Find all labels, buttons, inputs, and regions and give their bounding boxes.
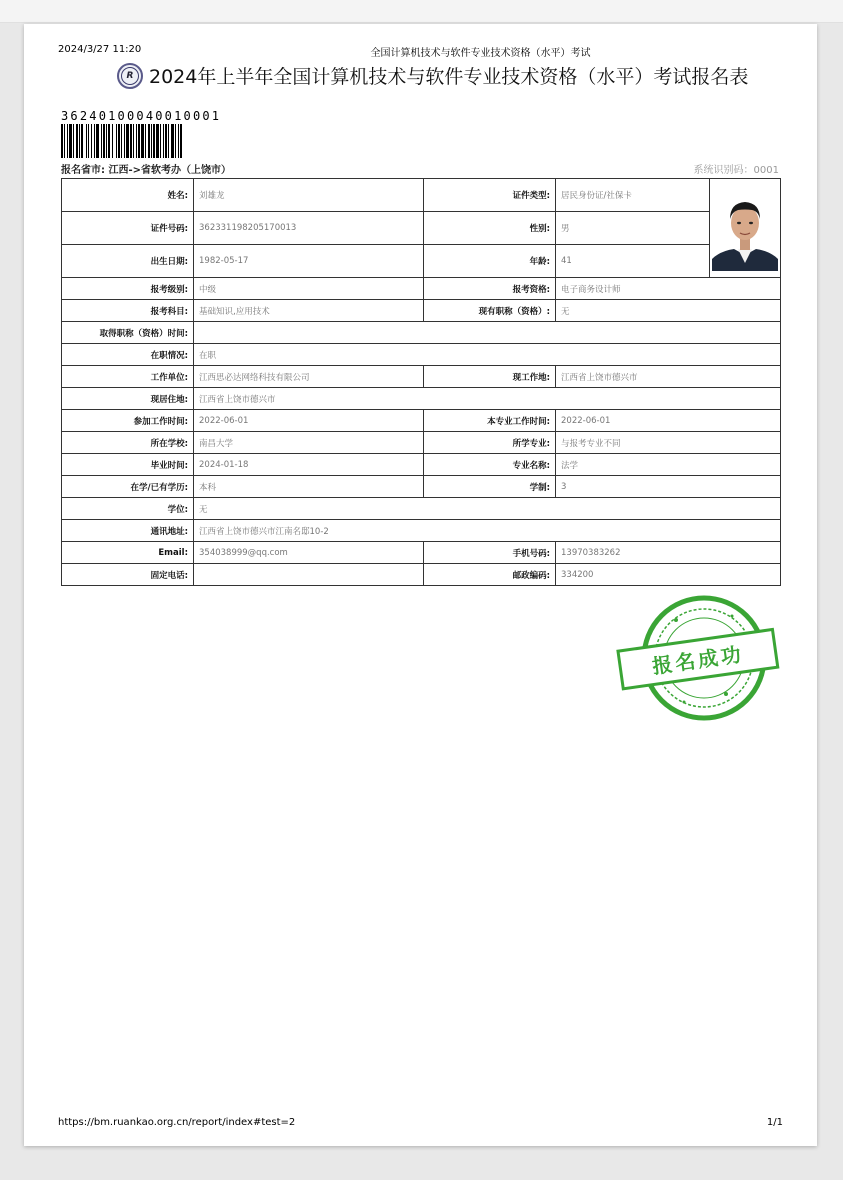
degree-label: 学位: bbox=[62, 498, 194, 520]
workplace-value: 江西省上饶市德兴市 bbox=[556, 366, 781, 388]
table-row bbox=[62, 542, 781, 564]
table-row bbox=[62, 498, 781, 520]
work-start-value: 2022-06-01 bbox=[194, 410, 424, 432]
mobile-label: 手机号码: bbox=[424, 542, 556, 564]
company-label: 工作单位: bbox=[62, 366, 194, 388]
table-row bbox=[62, 179, 781, 212]
ruankao-logo-icon: R bbox=[117, 63, 143, 89]
subject-value: 基础知识,应用技术 bbox=[194, 300, 424, 322]
email-label: Email: bbox=[62, 542, 194, 564]
work-start-label: 参加工作时间: bbox=[62, 410, 194, 432]
education-label: 在学/已有学历: bbox=[62, 476, 194, 498]
current-title-label: 现有职称（资格）: bbox=[424, 300, 556, 322]
id-number-value: 362331198205170013 bbox=[194, 212, 424, 245]
study-length-label: 学制: bbox=[424, 476, 556, 498]
employment-label: 在职情况: bbox=[62, 344, 194, 366]
residence-label: 现居住地: bbox=[62, 388, 194, 410]
school-major-value: 与报考专业不同 bbox=[556, 432, 781, 454]
id-type-value: 居民身份证/社保卡 bbox=[556, 179, 710, 212]
page-title: 2024年上半年全国计算机技术与软件专业技术资格（水平）考试报名表 bbox=[149, 66, 749, 88]
table-row bbox=[62, 520, 781, 542]
table-row bbox=[62, 564, 781, 586]
footer-url: https://bm.ruankao.org.cn/report/index#test=2 bbox=[58, 1117, 296, 1128]
employment-value: 在职 bbox=[194, 344, 781, 366]
title-obtain-label: 取得职称（资格）时间: bbox=[62, 322, 194, 344]
major-name-label: 专业名称: bbox=[424, 454, 556, 476]
degree-value: 无 bbox=[194, 498, 781, 520]
table-row bbox=[62, 388, 781, 410]
registration-form-table bbox=[61, 178, 781, 586]
table-row bbox=[62, 366, 781, 388]
subject-label: 报考科目: bbox=[62, 300, 194, 322]
education-value: 本科 bbox=[194, 476, 424, 498]
table-row bbox=[62, 344, 781, 366]
print-header-title: 全国计算机技术与软件专业技术资格（水平）考试 bbox=[370, 48, 591, 59]
table-row bbox=[62, 410, 781, 432]
study-length-value: 3 bbox=[556, 476, 781, 498]
table-row bbox=[62, 454, 781, 476]
print-datetime: 2024/3/27 11:20 bbox=[58, 44, 142, 55]
landline-label: 固定电话: bbox=[62, 564, 194, 586]
qualification-value: 电子商务设计师 bbox=[556, 278, 781, 300]
applicant-photo bbox=[712, 185, 778, 271]
level-value: 中级 bbox=[194, 278, 424, 300]
success-stamp-icon bbox=[614, 594, 784, 722]
name-value: 刘雄龙 bbox=[194, 179, 424, 212]
table-row bbox=[62, 278, 781, 300]
qualification-label: 报考资格: bbox=[424, 278, 556, 300]
stamp-text: 报名成功 bbox=[650, 641, 746, 679]
province-label: 报名省市: 江西->省软考办（上饶市） bbox=[61, 165, 232, 176]
id-number-label: 证件号码: bbox=[62, 212, 194, 245]
name-label: 姓名: bbox=[62, 179, 194, 212]
address-value: 江西省上饶市德兴市江南名邸10-2 bbox=[194, 520, 781, 542]
mobile-value: 13970383262 bbox=[556, 542, 781, 564]
table-row bbox=[62, 300, 781, 322]
major-work-start-value: 2022-06-01 bbox=[556, 410, 781, 432]
viewer-top-bar bbox=[0, 0, 843, 23]
age-label: 年龄: bbox=[424, 245, 556, 278]
address-label: 通讯地址: bbox=[62, 520, 194, 542]
barcode-number: 36240100040010001 bbox=[61, 109, 222, 123]
school-major-label: 所学专业: bbox=[424, 432, 556, 454]
major-work-start-label: 本专业工作时间: bbox=[424, 410, 556, 432]
residence-value: 江西省上饶市德兴市 bbox=[194, 388, 781, 410]
table-row bbox=[62, 212, 781, 245]
level-label: 报考级别: bbox=[62, 278, 194, 300]
graduation-value: 2024-01-18 bbox=[194, 454, 424, 476]
table-row bbox=[62, 322, 781, 344]
major-name-value: 法学 bbox=[556, 454, 781, 476]
birth-value: 1982-05-17 bbox=[194, 245, 424, 278]
barcode-icon bbox=[61, 124, 273, 158]
birth-label: 出生日期: bbox=[62, 245, 194, 278]
school-value: 南昌大学 bbox=[194, 432, 424, 454]
gender-value: 男 bbox=[556, 212, 710, 245]
postcode-label: 邮政编码: bbox=[424, 564, 556, 586]
current-title-value: 无 bbox=[556, 300, 781, 322]
company-value: 江西思必达网络科技有限公司 bbox=[194, 366, 424, 388]
email-value: 354038999@qq.com bbox=[194, 542, 424, 564]
report-page bbox=[24, 24, 817, 1146]
landline-value bbox=[194, 564, 424, 586]
postcode-value: 334200 bbox=[556, 564, 781, 586]
gender-label: 性别: bbox=[424, 212, 556, 245]
footer-page-number: 1/1 bbox=[766, 1117, 783, 1128]
title-row bbox=[117, 62, 748, 89]
id-type-label: 证件类型: bbox=[424, 179, 556, 212]
system-id: 系统识别码：0001 bbox=[693, 165, 779, 176]
table-row bbox=[62, 432, 781, 454]
school-label: 所在学校: bbox=[62, 432, 194, 454]
age-value: 41 bbox=[556, 245, 710, 278]
table-row bbox=[62, 476, 781, 498]
photo-cell bbox=[710, 179, 781, 278]
table-row bbox=[62, 245, 781, 278]
workplace-label: 现工作地: bbox=[424, 366, 556, 388]
title-obtain-value bbox=[194, 322, 781, 344]
graduation-label: 毕业时间: bbox=[62, 454, 194, 476]
